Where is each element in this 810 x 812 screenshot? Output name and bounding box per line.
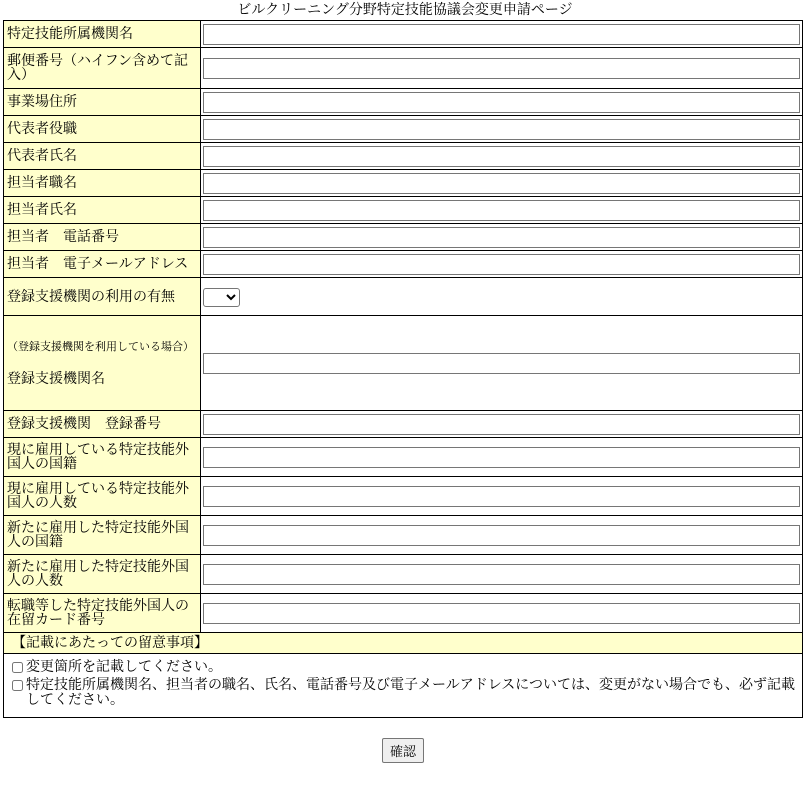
field-label: 特定技能所属機関名 xyxy=(4,21,201,48)
postal-code-input[interactable] xyxy=(203,58,800,79)
field-label: 現に雇用している特定技能外国人の人数 xyxy=(4,477,201,516)
form-row xyxy=(4,516,803,555)
field-label: 事業場住所 xyxy=(4,89,201,116)
form-row xyxy=(4,594,803,633)
current-nationality-input[interactable] xyxy=(203,447,800,468)
field-label: 現に雇用している特定技能外国人の国籍 xyxy=(4,438,201,477)
notes-heading: 【記載にあたっての留意事項】 xyxy=(4,633,803,654)
form-row xyxy=(4,143,803,170)
field-label: 登録支援機関の利用の有無 xyxy=(4,278,201,316)
note-checkbox[interactable] xyxy=(12,680,23,691)
field-label xyxy=(4,316,201,411)
form-row xyxy=(4,48,803,89)
field-label: 転職等した特定技能外国人の在留カード番号 xyxy=(4,594,201,633)
note-item xyxy=(12,678,796,708)
notes-row xyxy=(4,654,803,718)
field-label: 担当者 電話番号 xyxy=(4,224,201,251)
field-label: 代表者役職 xyxy=(4,116,201,143)
contact-email-input[interactable] xyxy=(203,254,800,275)
form-row xyxy=(4,89,803,116)
form-row xyxy=(4,411,803,438)
note-text: 変更箇所を記載してください。 xyxy=(26,659,222,675)
field-note: （登録支援機関を利用している場合） xyxy=(7,339,194,353)
contact-phone-input[interactable] xyxy=(203,227,800,248)
field-label-text: 登録支援機関名 xyxy=(7,370,105,387)
contact-title-input[interactable] xyxy=(203,173,800,194)
note-item xyxy=(12,660,796,675)
note-text: 特定技能所属機関名、担当者の職名、氏名、電話番号及び電子メールアドレスについては、変更がない場合でも、必ず記載してください。 xyxy=(26,677,796,708)
form-row xyxy=(4,251,803,278)
note-checkbox[interactable] xyxy=(12,662,23,673)
field-label: 担当者 電子メールアドレス xyxy=(4,251,201,278)
field-label: 郵便番号（ハイフン含めて記入） xyxy=(4,48,201,89)
form-row xyxy=(4,21,803,48)
field-label: 新たに雇用した特定技能外国人の人数 xyxy=(4,555,201,594)
new-count-input[interactable] xyxy=(203,564,800,585)
form-row xyxy=(4,170,803,197)
field-label: 代表者氏名 xyxy=(4,143,201,170)
form-row xyxy=(4,224,803,251)
field-label: 担当者職名 xyxy=(4,170,201,197)
field-label: 新たに雇用した特定技能外国人の国籍 xyxy=(4,516,201,555)
organization-name-input[interactable] xyxy=(203,24,800,45)
support-usage-select[interactable] xyxy=(203,288,240,307)
field-label: 担当者氏名 xyxy=(4,197,201,224)
confirm-button[interactable]: 確認 xyxy=(382,738,424,763)
notes-heading-row xyxy=(4,633,803,654)
application-form xyxy=(3,20,803,718)
contact-name-input[interactable] xyxy=(203,200,800,221)
form-row xyxy=(4,438,803,477)
support-registration-number-input[interactable] xyxy=(203,414,800,435)
form-row xyxy=(4,477,803,516)
residence-card-number-input[interactable] xyxy=(203,603,800,624)
form-row xyxy=(4,278,803,316)
notes-body xyxy=(4,654,803,718)
new-nationality-input[interactable] xyxy=(203,525,800,546)
current-count-input[interactable] xyxy=(203,486,800,507)
support-org-name-input[interactable] xyxy=(203,353,800,374)
field-label: 登録支援機関 登録番号 xyxy=(4,411,201,438)
representative-title-input[interactable] xyxy=(203,119,800,140)
page-title: ビルクリーニング分野特定技能協議会変更申請ページ xyxy=(237,2,573,18)
form-row xyxy=(4,197,803,224)
form-row xyxy=(4,316,803,411)
form-row xyxy=(4,555,803,594)
representative-name-input[interactable] xyxy=(203,146,800,167)
form-row xyxy=(4,116,803,143)
address-input[interactable] xyxy=(203,92,800,113)
